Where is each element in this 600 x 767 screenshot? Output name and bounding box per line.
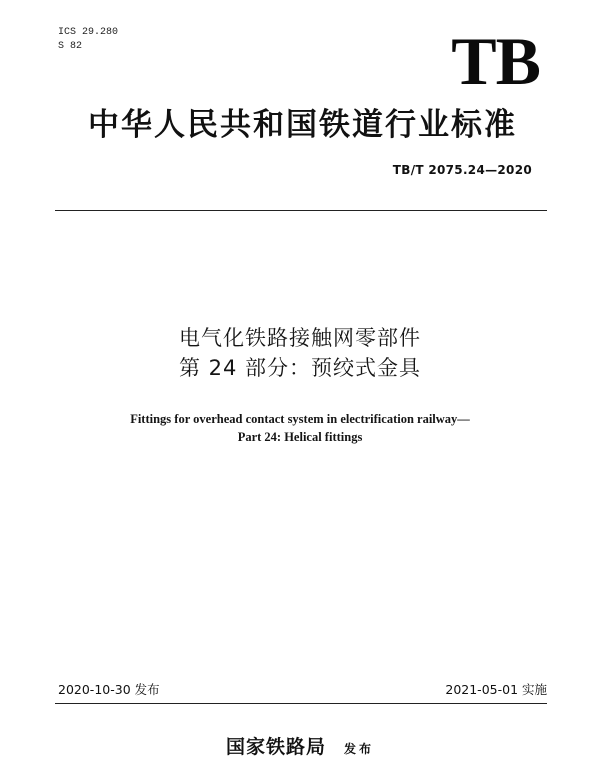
publisher-line <box>150 735 450 761</box>
header-divider <box>55 210 547 211</box>
publish-label: 发布 <box>344 742 375 756</box>
chinese-title-line-2: 第 24 部分：预绞式金具 <box>178 356 422 380</box>
english-title-line-1: Fittings for overhead contact system in electrification railway— <box>130 412 470 426</box>
ics-code: ICS 29.280 <box>58 27 119 38</box>
issue-date: 2020-10-30 发布 <box>58 682 160 697</box>
chinese-title-line-1: 电气化铁路接触网零部件 <box>179 326 421 350</box>
footer-divider <box>55 703 547 704</box>
standard-category-title: 中华人民共和国铁道行业标准 <box>88 107 517 143</box>
standard-number: TB/T 2075.24—2020 <box>392 163 532 177</box>
english-title-line-2: Part 24: Helical fittings <box>237 430 363 444</box>
ccs-code: S 82 <box>58 41 83 52</box>
tb-logo: TB <box>451 23 540 99</box>
implementation-date: 2021-05-01 实施 <box>445 682 547 697</box>
publisher-name: 国家铁路局 <box>225 736 326 758</box>
